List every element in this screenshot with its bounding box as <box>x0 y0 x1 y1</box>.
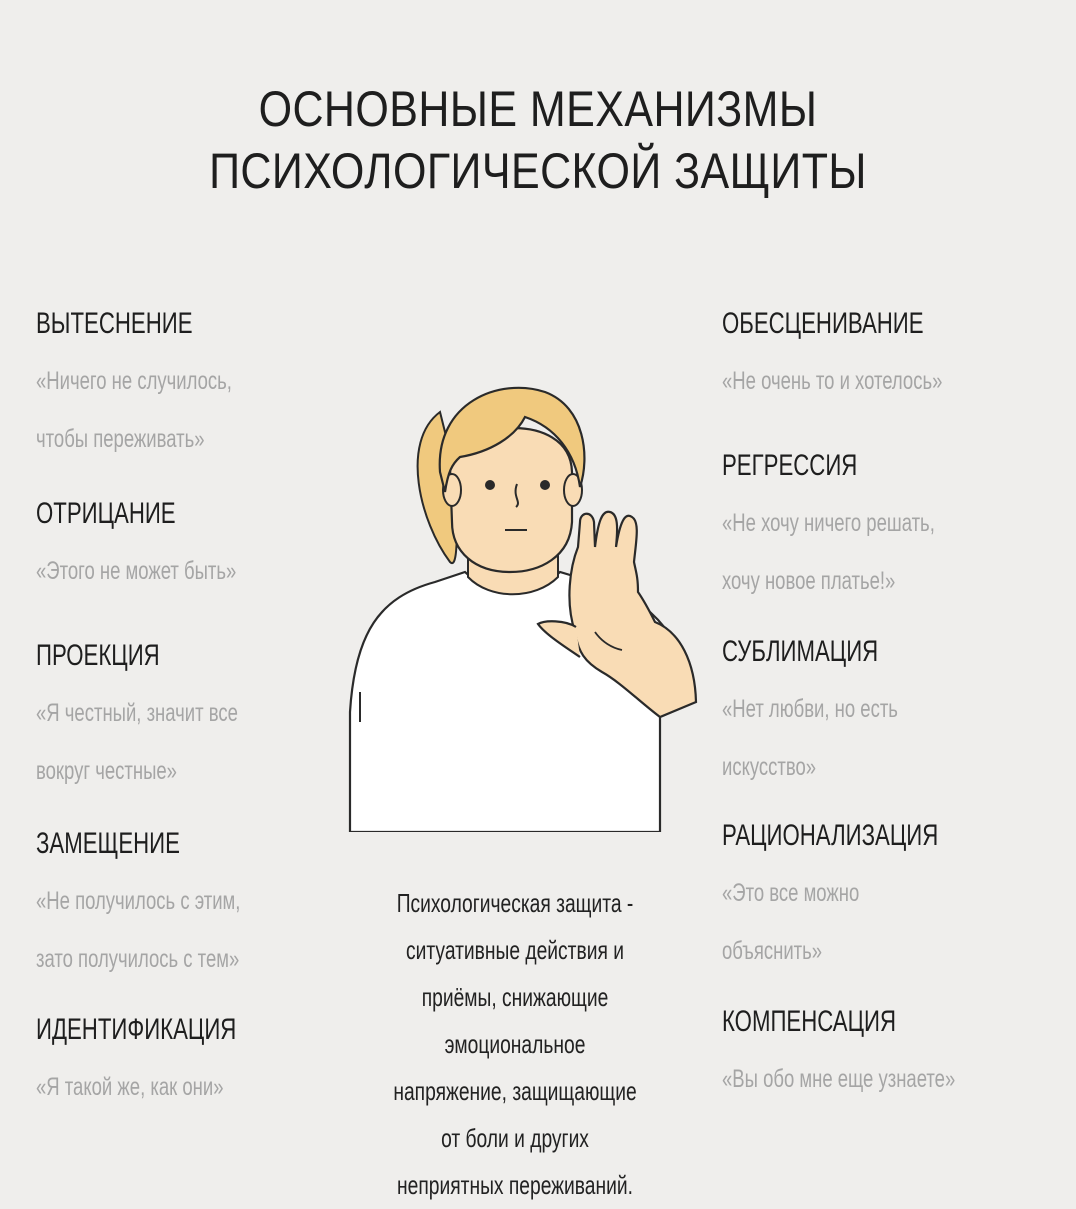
mechanism-quote: «Я такой же, как они» <box>36 1073 224 1101</box>
page-title <box>0 78 1076 202</box>
mechanism-heading: ОТРИЦАНИЕ <box>36 497 176 530</box>
mechanism-heading: РЕГРЕССИЯ <box>722 449 858 482</box>
mechanism-heading: ЗАМЕЩЕНИЕ <box>36 827 180 860</box>
mechanism-quote: «Я честный, значит все вокруг честные» <box>36 699 238 785</box>
mechanism-quote: «Нет любви, но есть искусство» <box>722 695 898 781</box>
mechanism-heading: СУБЛИМАЦИЯ <box>722 635 879 668</box>
mechanism-denial <box>36 496 307 600</box>
mechanism-quote: «Вы обо мне еще узнаете» <box>722 1065 956 1093</box>
mechanism-projection <box>36 638 309 800</box>
mechanism-heading: КОМПЕНСАЦИЯ <box>722 1005 897 1038</box>
mechanism-quote: «Этого не может быть» <box>36 557 237 585</box>
mechanism-heading: РАЦИОНАЛИЗАЦИЯ <box>722 819 939 852</box>
woman-stop-gesture-illustration <box>340 372 710 832</box>
mechanism-heading: ВЫТЕСНЕНИЕ <box>36 307 193 340</box>
mechanism-displacement <box>36 826 312 988</box>
mechanism-heading: ИДЕНТИФИКАЦИЯ <box>36 1013 237 1046</box>
mechanism-quote: «Ничего не случилось, чтобы переживать» <box>36 367 232 453</box>
mechanism-quote: «Не очень то и хотелось» <box>722 367 943 395</box>
definition-text: Психологическая защита - ситуативные действия и приёмы, снижающие эмоциональное напряжение, защищающие от боли и других неприятных переживаний. <box>393 888 637 1200</box>
mechanism-heading: ОБЕСЦЕНИВАНИЕ <box>722 307 924 340</box>
mechanism-regression <box>722 448 1010 610</box>
title-line-1: ОСНОВНЫЕ МЕХАНИЗМЫ <box>258 81 818 137</box>
mechanism-quote: «Это все можно объяснить» <box>722 879 860 965</box>
mechanism-devaluation <box>722 306 1020 410</box>
title-line-2: ПСИХОЛОГИЧЕСКОЙ ЗАЩИТЫ <box>209 143 867 199</box>
mechanism-rationalization <box>722 818 1014 980</box>
mechanism-compensation <box>722 1004 1037 1108</box>
mechanism-quote: «Не получилось с этим, зато получилось с тем» <box>36 887 241 973</box>
mechanism-heading: ПРОЕКЦИЯ <box>36 639 160 672</box>
mechanism-sublimation <box>722 634 960 796</box>
mechanism-repression <box>36 306 301 468</box>
mechanism-quote: «Не хочу ничего решать, хочу новое платье!» <box>722 509 935 595</box>
mechanism-identification <box>36 1012 307 1116</box>
